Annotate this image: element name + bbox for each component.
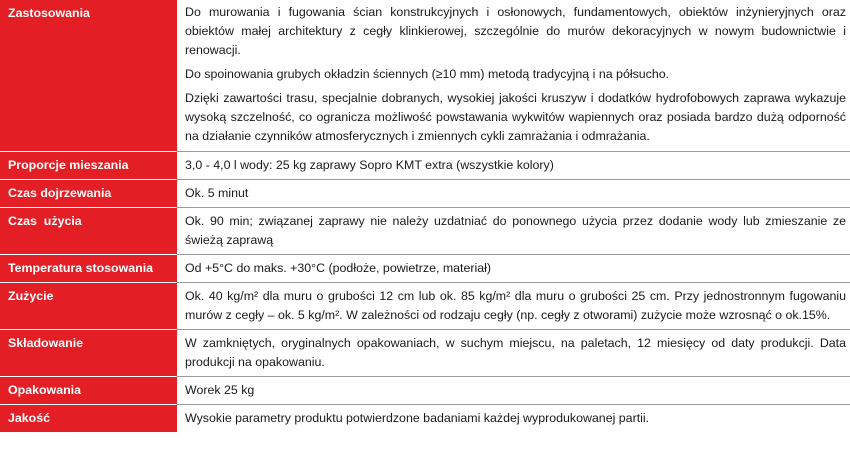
spec-row-jakosc	[0, 405, 850, 433]
spec-label: Temperatura stosowania	[0, 255, 177, 283]
spec-row-temperatura-stosowania	[0, 255, 850, 283]
spec-label: Zastosowania	[0, 0, 177, 152]
spec-label: Składowanie	[0, 330, 177, 377]
spec-label: Opakowania	[0, 377, 177, 405]
spec-row-czas-dojrzewania	[0, 180, 850, 208]
spec-value: W zamkniętych, oryginalnych opakowaniach, w suchym miejscu, na paletach, 12 miesięcy od daty produkcji. Data produkcji na opakowaniu.	[177, 330, 850, 377]
spec-label: Czas dojrzewania	[0, 180, 177, 208]
spec-value	[177, 0, 850, 152]
spec-label: Zużycie	[0, 283, 177, 330]
spec-value: Wysokie parametry produktu potwierdzone badaniami każdej wyprodukowanej partii.	[177, 405, 850, 433]
spec-value: Ok. 40 kg/m² dla muru o grubości 12 cm lub ok. 85 kg/m² dla muru o grubości 25 cm. Przy jednostronnym fugowaniu murów z cegły – ok. 5 kg/m². W zależności od rodzaju cegły (np. cegły z otworami) zużycie może wzrosnąć o ok.15%.	[177, 283, 850, 330]
spec-paragraph: Dzięki zawartości trasu, specjalnie dobranych, wysokiej jakości kruszyw i dodatków hydrofobowych zaprawa wykazuje wysoką szczelność, co ogranicza możliwość powstawania wykwitów wapiennych oraz posiada bardzo dużą odporność na działanie czynników atmosferycznych i zmiennych cykli zamrażania i odmrażania.	[185, 91, 846, 143]
spec-row-skladowanie	[0, 330, 850, 377]
spec-paragraph: Do murowania i fugowania ścian konstrukcyjnych i osłonowych, fundamentowych, obiektów inżynieryjnych oraz obiektów małej architektury z cegły klinkierowej, szczególnie do murów dekoracyjnych w nowym budownictwie i renowacji.	[185, 5, 846, 57]
spec-value: Od +5°C do maks. +30°C (podłoże, powietrze, materiał)	[177, 255, 850, 283]
spec-value: Ok. 5 minut	[177, 180, 850, 208]
spec-paragraph: Do spoinowania grubych okładzin ściennych (≥10 mm) metodą tradycyjną i na półsucho.	[185, 67, 670, 81]
spec-row-zastosowania	[0, 0, 850, 152]
spec-label: Czas użycia	[0, 208, 177, 255]
spec-row-proporcje-mieszania	[0, 152, 850, 180]
spec-label: Jakość	[0, 405, 177, 433]
spec-value: 3,0 - 4,0 l wody: 25 kg zaprawy Sopro KMT extra (wszystkie kolory)	[177, 152, 850, 180]
spec-row-zuzycie	[0, 283, 850, 330]
spec-row-opakowania	[0, 377, 850, 405]
spec-value: Worek 25 kg	[177, 377, 850, 405]
spec-value: Ok. 90 min; związanej zaprawy nie należy uzdatniać do ponownego użycia przez dodanie wody lub zmieszanie ze świeżą zaprawą	[177, 208, 850, 255]
spec-row-czas-uzycia	[0, 208, 850, 255]
spec-label: Proporcje mieszania	[0, 152, 177, 180]
